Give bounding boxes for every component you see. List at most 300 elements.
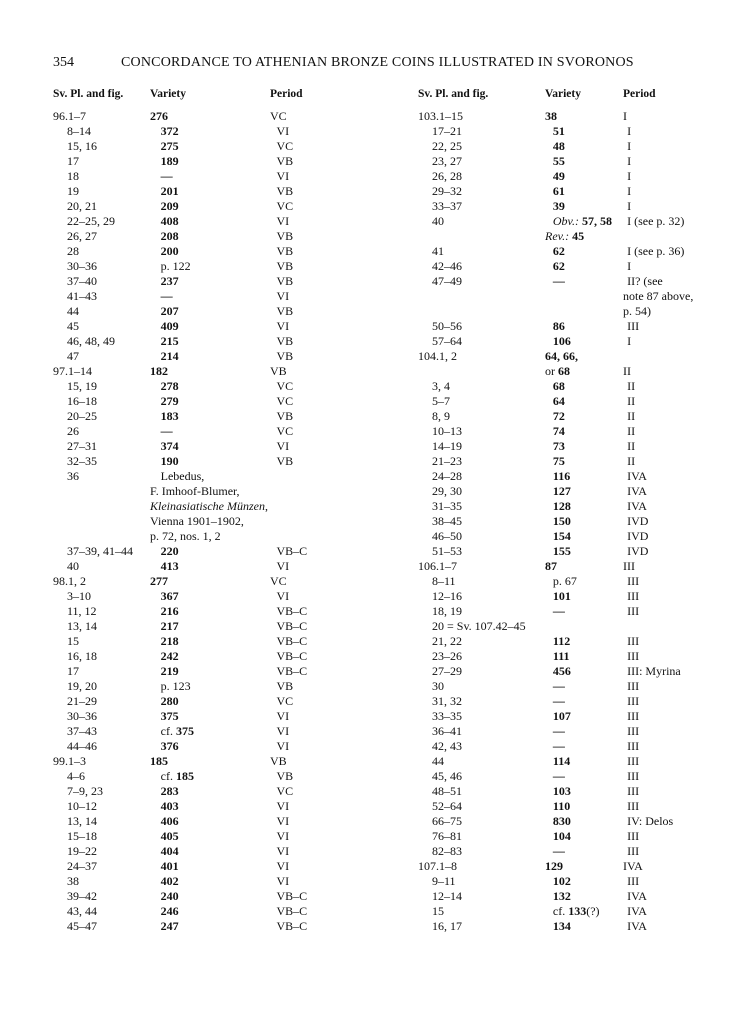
table-row bbox=[53, 409, 373, 424]
variety bbox=[553, 919, 627, 934]
period: IVA bbox=[627, 904, 647, 918]
plate-figure: 36 bbox=[67, 469, 79, 483]
table-row bbox=[53, 499, 373, 514]
variety bbox=[161, 739, 277, 754]
plate-figure: 32–35 bbox=[67, 454, 97, 468]
period: VC bbox=[276, 199, 294, 213]
plate-figure: 57–64 bbox=[432, 334, 462, 348]
variety-text: 200 bbox=[160, 244, 179, 258]
variety bbox=[161, 589, 277, 604]
variety bbox=[553, 829, 627, 844]
variety-text: 133 bbox=[568, 904, 587, 918]
plate-figure: 26, 27 bbox=[67, 229, 97, 243]
period: II bbox=[627, 454, 636, 468]
variety-text: 218 bbox=[160, 634, 179, 648]
table-row bbox=[53, 799, 373, 814]
table-row bbox=[53, 544, 373, 559]
plate-figure: 37–40 bbox=[67, 274, 97, 288]
variety-text: cf. bbox=[552, 904, 569, 918]
table-row bbox=[418, 679, 708, 694]
table-row bbox=[418, 379, 708, 394]
period: VI bbox=[276, 214, 290, 228]
variety-text: 404 bbox=[160, 844, 179, 858]
period: I bbox=[627, 334, 632, 348]
variety bbox=[161, 304, 277, 319]
plate-figure bbox=[418, 304, 545, 319]
period: VB bbox=[276, 349, 294, 363]
plate-figure: 20–25 bbox=[67, 409, 97, 423]
plate-figure: 31, 32 bbox=[432, 694, 462, 708]
variety bbox=[553, 469, 627, 484]
period: II bbox=[627, 424, 636, 438]
table-row bbox=[53, 919, 373, 934]
table-row bbox=[53, 139, 373, 154]
variety bbox=[553, 319, 627, 334]
period: III bbox=[627, 754, 640, 768]
period: III bbox=[627, 649, 640, 663]
variety-text: p. 123 bbox=[160, 679, 191, 693]
variety bbox=[161, 544, 277, 559]
variety-text: 185 bbox=[175, 769, 194, 783]
variety-text: 39 bbox=[552, 199, 565, 213]
period: VB bbox=[276, 259, 294, 273]
plate-figure: 20 = Sv. 107.42–45 bbox=[432, 619, 526, 633]
variety bbox=[553, 394, 627, 409]
variety bbox=[553, 844, 627, 859]
plate-figure: 82–83 bbox=[432, 844, 462, 858]
table-row bbox=[53, 244, 373, 259]
period: I bbox=[627, 184, 632, 198]
variety-text: 216 bbox=[160, 604, 179, 618]
plate-figure: 7–9, 23 bbox=[67, 784, 103, 798]
variety-text: 62 bbox=[552, 244, 565, 258]
variety-text: or bbox=[545, 364, 558, 378]
table-row bbox=[418, 514, 708, 529]
variety bbox=[553, 754, 627, 769]
plate-figure: 24–37 bbox=[67, 859, 97, 873]
variety bbox=[161, 799, 277, 814]
variety-text: — bbox=[160, 424, 173, 438]
variety-text: 278 bbox=[160, 379, 179, 393]
table-row bbox=[53, 379, 373, 394]
variety-text: 190 bbox=[160, 454, 179, 468]
plate-figure: 30–36 bbox=[67, 709, 97, 723]
variety-text: 214 bbox=[160, 349, 179, 363]
variety-text: — bbox=[160, 169, 173, 183]
variety bbox=[161, 289, 277, 304]
period: VI bbox=[276, 289, 290, 303]
variety bbox=[161, 784, 277, 799]
variety-text: 61 bbox=[552, 184, 565, 198]
period: VI bbox=[276, 799, 290, 813]
variety bbox=[161, 229, 277, 244]
variety-text: 219 bbox=[160, 664, 179, 678]
period: VC bbox=[276, 394, 294, 408]
plate-figure: 13, 14 bbox=[67, 814, 97, 828]
variety bbox=[553, 709, 627, 724]
period: VI bbox=[276, 589, 290, 603]
table-row bbox=[53, 649, 373, 664]
plate-figure: 26, 28 bbox=[432, 169, 462, 183]
plate-figure bbox=[53, 484, 150, 499]
period: III bbox=[627, 784, 640, 798]
table-row bbox=[53, 769, 373, 784]
variety bbox=[553, 409, 627, 424]
period: IVA bbox=[623, 859, 643, 873]
plate-figure: 36–41 bbox=[432, 724, 462, 738]
variety bbox=[545, 364, 623, 379]
variety bbox=[161, 604, 277, 619]
period: II bbox=[627, 394, 636, 408]
table-row bbox=[53, 604, 373, 619]
variety-text: — bbox=[552, 739, 565, 753]
period: I bbox=[627, 259, 632, 273]
variety bbox=[161, 679, 277, 694]
variety-column-header: Variety bbox=[545, 88, 581, 100]
plate-figure: 20, 21 bbox=[67, 199, 97, 213]
period: IVA bbox=[627, 919, 647, 933]
plate-figure: 23, 27 bbox=[432, 154, 462, 168]
period: VB–C bbox=[276, 634, 308, 648]
variety-text: F. Imhoof-Blumer, bbox=[150, 484, 240, 498]
variety bbox=[161, 694, 277, 709]
plate-figure: 33–37 bbox=[432, 199, 462, 213]
variety bbox=[545, 229, 623, 244]
variety bbox=[161, 634, 277, 649]
variety bbox=[545, 304, 623, 319]
variety-text: 183 bbox=[160, 409, 179, 423]
plate-figure bbox=[418, 229, 545, 244]
table-row bbox=[418, 154, 708, 169]
period bbox=[270, 484, 370, 499]
variety-text: 73 bbox=[552, 439, 565, 453]
variety bbox=[161, 919, 277, 934]
variety bbox=[553, 769, 627, 784]
plate-figure: 21, 22 bbox=[432, 634, 462, 648]
right-column bbox=[418, 88, 708, 934]
period: VB bbox=[276, 454, 294, 468]
variety-text: 57, 58 bbox=[581, 214, 612, 228]
variety-column-header: Variety bbox=[150, 88, 186, 100]
table-row bbox=[418, 664, 708, 679]
period: II bbox=[627, 439, 636, 453]
variety bbox=[553, 169, 627, 184]
table-row bbox=[418, 349, 708, 364]
period: VB–C bbox=[276, 619, 308, 633]
table-row bbox=[53, 289, 373, 304]
variety-text: 201 bbox=[160, 184, 179, 198]
table-row bbox=[418, 919, 708, 934]
plate-figure: 15, 19 bbox=[67, 379, 97, 393]
table-row bbox=[418, 454, 708, 469]
table-row bbox=[418, 484, 708, 499]
table-row bbox=[418, 169, 708, 184]
table-row bbox=[53, 619, 373, 634]
plate-figure: 24–28 bbox=[432, 469, 462, 483]
table-row bbox=[418, 409, 708, 424]
variety bbox=[553, 694, 627, 709]
period bbox=[627, 619, 708, 634]
variety-text: 132 bbox=[552, 889, 571, 903]
variety bbox=[553, 634, 627, 649]
variety bbox=[161, 274, 277, 289]
plate-figure bbox=[53, 514, 150, 529]
table-row bbox=[418, 499, 708, 514]
variety bbox=[161, 139, 277, 154]
table-row bbox=[418, 904, 708, 919]
plate-figure: 8, 9 bbox=[432, 409, 450, 423]
table-row bbox=[418, 634, 708, 649]
period: VI bbox=[276, 739, 290, 753]
period: III bbox=[627, 604, 640, 618]
period: VI bbox=[276, 844, 290, 858]
period: II bbox=[627, 409, 636, 423]
variety bbox=[150, 109, 270, 124]
plate-figure: 33–35 bbox=[432, 709, 462, 723]
plate-figure: 4–6 bbox=[67, 769, 85, 783]
table-row bbox=[418, 874, 708, 889]
variety bbox=[161, 724, 277, 739]
plate-figure: 107.1–8 bbox=[418, 859, 457, 873]
period: III bbox=[627, 769, 640, 783]
plate-figure: 44 bbox=[432, 754, 444, 768]
variety bbox=[161, 439, 277, 454]
variety-text: — bbox=[552, 679, 565, 693]
plate-figure: 27–29 bbox=[432, 664, 462, 678]
variety-text: 375 bbox=[160, 709, 179, 723]
variety bbox=[545, 859, 623, 874]
variety-text: 189 bbox=[160, 154, 179, 168]
left-table-body bbox=[53, 109, 373, 934]
table-row bbox=[418, 769, 708, 784]
period: VC bbox=[276, 694, 294, 708]
variety bbox=[553, 739, 627, 754]
period: II bbox=[627, 379, 636, 393]
period: I (see p. 36) bbox=[627, 244, 685, 258]
plate-figure: 43, 44 bbox=[67, 904, 97, 918]
period: III bbox=[627, 574, 640, 588]
period: VC bbox=[276, 379, 294, 393]
variety-text: 207 bbox=[160, 304, 179, 318]
plate-figure: 47–49 bbox=[432, 274, 462, 288]
table-row bbox=[53, 259, 373, 274]
plate-figure: 44 bbox=[67, 304, 79, 318]
period: I bbox=[627, 169, 632, 183]
plate-figure: 22–25, 29 bbox=[67, 214, 115, 228]
variety-text: 62 bbox=[552, 259, 565, 273]
variety-text: — bbox=[552, 844, 565, 858]
variety-text: 74 bbox=[552, 424, 565, 438]
period: III bbox=[623, 559, 635, 573]
period: IV: Delos bbox=[627, 814, 674, 828]
table-row bbox=[418, 829, 708, 844]
variety-text: 372 bbox=[160, 124, 179, 138]
period: IVD bbox=[627, 544, 649, 558]
plate-figure bbox=[53, 529, 150, 544]
variety bbox=[553, 544, 627, 559]
plate-figure: 40 bbox=[67, 559, 79, 573]
table-row bbox=[418, 469, 708, 484]
variety bbox=[161, 349, 277, 364]
variety-text: 129 bbox=[545, 859, 563, 873]
table-row bbox=[53, 709, 373, 724]
plate-figure: 3, 4 bbox=[432, 379, 450, 393]
plate-figure: 16–18 bbox=[67, 394, 97, 408]
variety-text: 375 bbox=[175, 724, 194, 738]
table-row bbox=[53, 664, 373, 679]
variety bbox=[161, 814, 277, 829]
table-row bbox=[53, 589, 373, 604]
variety bbox=[553, 679, 627, 694]
period bbox=[270, 514, 370, 529]
period bbox=[270, 529, 370, 544]
left-column-header bbox=[53, 88, 373, 108]
table-row bbox=[53, 319, 373, 334]
variety-text: 237 bbox=[160, 274, 179, 288]
table-row bbox=[53, 679, 373, 694]
period: VB bbox=[276, 769, 294, 783]
variety-text: 48 bbox=[552, 139, 565, 153]
variety-text: p. 72, nos. 1, 2 bbox=[150, 529, 221, 543]
table-row bbox=[53, 889, 373, 904]
variety-text: 275 bbox=[160, 139, 179, 153]
variety-text: p. 122 bbox=[160, 259, 191, 273]
variety-text: 55 bbox=[552, 154, 565, 168]
variety-text: 220 bbox=[160, 544, 179, 558]
period: VB bbox=[276, 244, 294, 258]
variety bbox=[161, 829, 277, 844]
table-row bbox=[53, 424, 373, 439]
table-row bbox=[418, 139, 708, 154]
variety bbox=[161, 424, 277, 439]
variety-text: 64, 66, bbox=[545, 349, 578, 363]
table-row bbox=[418, 544, 708, 559]
period-column-header: Period bbox=[270, 88, 303, 100]
variety bbox=[553, 124, 627, 139]
period: VI bbox=[276, 124, 290, 138]
period: VB bbox=[276, 409, 294, 423]
plate-figure: 104.1, 2 bbox=[418, 349, 457, 363]
period: VB bbox=[276, 304, 294, 318]
variety-text: 112 bbox=[552, 634, 571, 648]
period bbox=[270, 499, 370, 514]
variety bbox=[161, 889, 277, 904]
variety bbox=[553, 589, 627, 604]
period: VC bbox=[270, 109, 287, 123]
variety-text: 413 bbox=[160, 559, 179, 573]
table-row bbox=[418, 124, 708, 139]
period: I bbox=[623, 109, 627, 123]
variety bbox=[553, 799, 627, 814]
plate-figure: 18 bbox=[67, 169, 79, 183]
period: VB bbox=[276, 274, 294, 288]
variety-text: Rev.: bbox=[545, 229, 570, 243]
variety bbox=[553, 619, 627, 634]
table-row bbox=[418, 229, 708, 244]
period: III bbox=[627, 844, 640, 858]
period: I bbox=[627, 139, 632, 153]
period: III bbox=[627, 724, 640, 738]
variety-text: Lebedus, bbox=[160, 469, 205, 483]
table-row bbox=[53, 124, 373, 139]
table-row bbox=[418, 559, 708, 574]
period: III bbox=[627, 319, 640, 333]
period: III bbox=[627, 679, 640, 693]
period: VB–C bbox=[276, 919, 308, 933]
right-table-body bbox=[418, 109, 708, 934]
variety bbox=[161, 664, 277, 679]
plate-figure: 42–46 bbox=[432, 259, 462, 273]
variety bbox=[545, 559, 623, 574]
period: I bbox=[627, 124, 632, 138]
variety bbox=[161, 619, 277, 634]
variety-text: 405 bbox=[160, 829, 179, 843]
plate-figure: 17–21 bbox=[432, 124, 462, 138]
plate-figure bbox=[418, 289, 545, 304]
table-row bbox=[418, 244, 708, 259]
variety bbox=[553, 259, 627, 274]
plate-figure: 38 bbox=[67, 874, 79, 888]
plate-figure: 30 bbox=[432, 679, 444, 693]
variety bbox=[161, 214, 277, 229]
right-column-header bbox=[418, 88, 708, 108]
variety bbox=[161, 874, 277, 889]
plate-figure: 10–13 bbox=[432, 424, 462, 438]
variety bbox=[553, 664, 627, 679]
variety-text: 155 bbox=[552, 544, 571, 558]
plate-figure: 47 bbox=[67, 349, 79, 363]
variety bbox=[553, 139, 627, 154]
period: note 87 above, bbox=[623, 289, 694, 303]
period: IVA bbox=[627, 469, 647, 483]
variety-text: 127 bbox=[552, 484, 571, 498]
table-row bbox=[418, 724, 708, 739]
table-row bbox=[53, 529, 373, 544]
variety-text: 104 bbox=[552, 829, 571, 843]
variety-text: 87 bbox=[545, 559, 557, 573]
table-row bbox=[53, 859, 373, 874]
table-row bbox=[418, 889, 708, 904]
variety bbox=[553, 379, 627, 394]
variety-text: (?) bbox=[586, 904, 600, 918]
variety-text: 101 bbox=[552, 589, 571, 603]
table-row bbox=[418, 109, 708, 124]
table-row bbox=[418, 259, 708, 274]
period: III bbox=[627, 739, 640, 753]
period: IVD bbox=[627, 514, 649, 528]
plate-figure: 19 bbox=[67, 184, 79, 198]
variety bbox=[161, 769, 277, 784]
table-row bbox=[53, 559, 373, 574]
plate-figure: 46, 48, 49 bbox=[67, 334, 115, 348]
table-row bbox=[53, 349, 373, 364]
table-row bbox=[418, 199, 708, 214]
period: VI bbox=[276, 874, 290, 888]
variety bbox=[161, 559, 277, 574]
variety-text: cf. bbox=[160, 769, 176, 783]
variety-text: — bbox=[552, 274, 565, 288]
table-row bbox=[418, 604, 708, 619]
variety bbox=[553, 784, 627, 799]
variety-text: 406 bbox=[160, 814, 179, 828]
period: III bbox=[627, 589, 640, 603]
plate-figure: 98.1, 2 bbox=[53, 574, 86, 588]
variety bbox=[553, 454, 627, 469]
variety bbox=[150, 574, 270, 589]
table-row bbox=[53, 484, 373, 499]
variety bbox=[161, 904, 277, 919]
variety bbox=[161, 184, 277, 199]
